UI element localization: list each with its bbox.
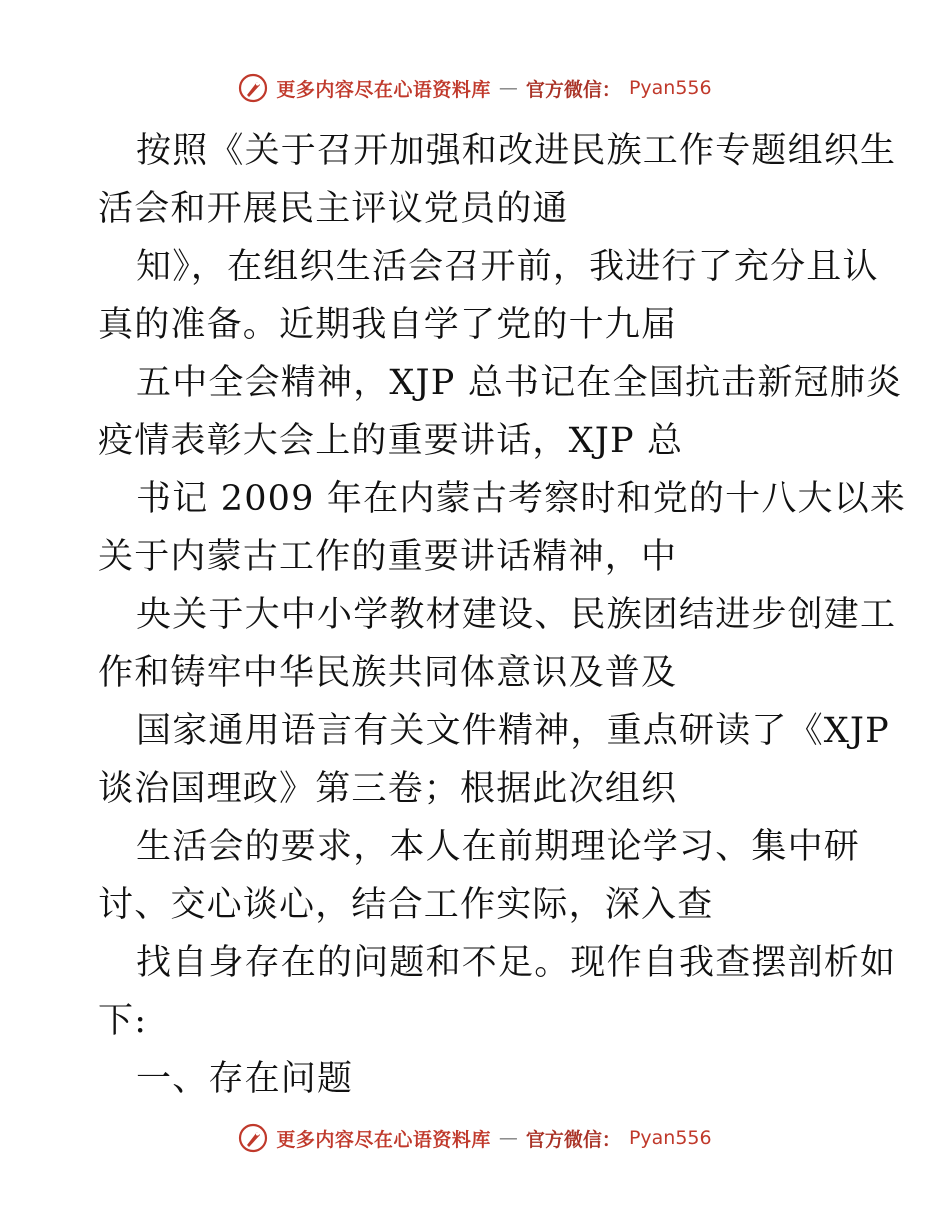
pen-nib-icon	[238, 73, 268, 103]
watermark-text: 更多内容尽在心语资料库	[276, 1128, 491, 1151]
watermark-contact-value: Pyan556	[628, 77, 712, 99]
body-line: 国家通用语言有关文件精神，重点研读了《XJP	[136, 711, 890, 751]
body-line: 按照《关于召开加强和改进民族工作专题组织生	[136, 131, 897, 171]
watermark-contact-value: Pyan556	[628, 1127, 712, 1149]
body-line: 作和铸牢中华民族共同体意识及普及	[98, 653, 678, 693]
body-line: 讨、交心谈心，结合工作实际，深入查	[98, 885, 714, 925]
body-line: 活会和开展民主评议党员的通	[98, 189, 569, 229]
header-watermark	[0, 73, 950, 103]
body-line: 五中全会精神，XJP 总书记在全国抗击新冠肺炎	[136, 363, 903, 403]
footer-watermark	[0, 1123, 950, 1153]
body-line: 疫情表彰大会上的重要讲话，XJP 总	[98, 421, 684, 461]
body-line: 找自身存在的问题和不足。现作自我查摆剖析如	[136, 943, 897, 983]
watermark-contact-label: 官方微信：	[525, 78, 621, 101]
body-line: 书记 2009 年在内蒙古考察时和党的十八大以来	[136, 479, 907, 519]
body-line: 关于内蒙古工作的重要讲话精神，中	[98, 537, 678, 577]
watermark-text: 更多内容尽在心语资料库	[276, 78, 491, 101]
body-line: 谈治国理政》第三卷；根据此次组织	[98, 769, 678, 809]
body-line: 下:	[98, 1001, 148, 1041]
pen-nib-icon	[238, 1123, 268, 1153]
body-line: 真的准备。近期我自学了党的十九届	[98, 305, 678, 345]
watermark-separator: —	[498, 77, 518, 99]
body-line: 生活会的要求，本人在前期理论学习、集中研	[136, 827, 861, 867]
watermark-separator: —	[498, 1127, 518, 1149]
document-body	[98, 122, 907, 1108]
section-heading: 一、存在问题	[136, 1059, 354, 1099]
watermark-contact-label: 官方微信：	[525, 1128, 621, 1151]
body-line: 央关于大中小学教材建设、民族团结进步创建工	[136, 595, 897, 635]
body-line: 知》，在组织生活会召开前，我进行了充分且认	[136, 247, 879, 287]
